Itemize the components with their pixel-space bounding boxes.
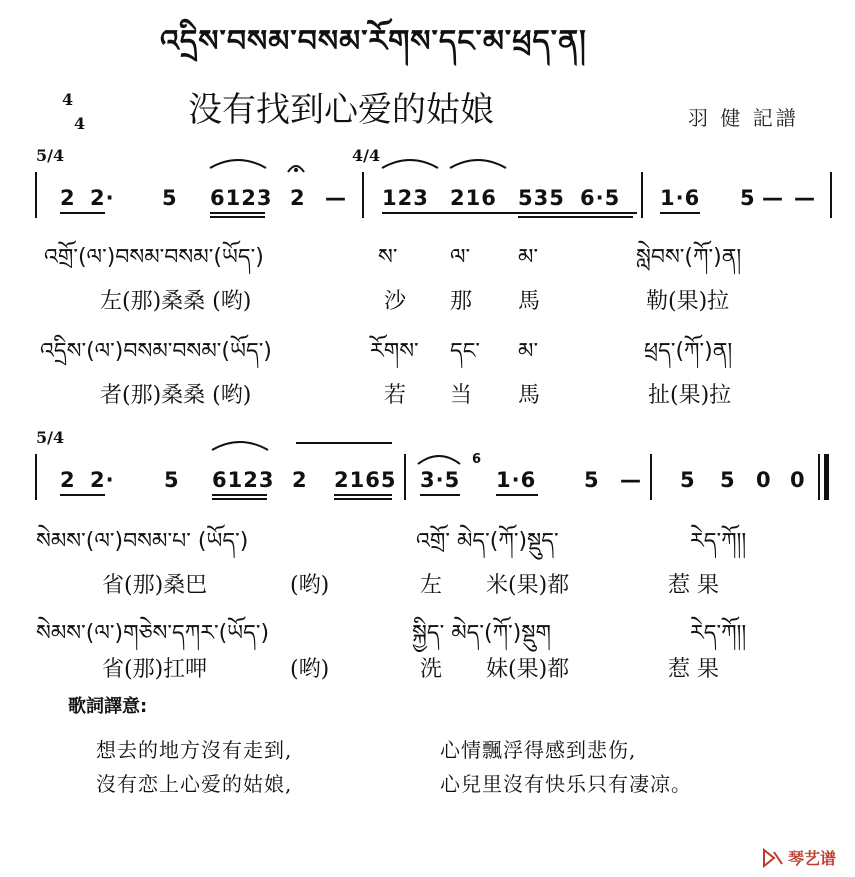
note: 2· — [90, 468, 115, 492]
note: 5 — [164, 468, 180, 492]
barline — [830, 172, 832, 218]
note: 0 — [790, 468, 806, 492]
lyric-tibetan: འགྲོ་ མེད་(ཀོ་)སྡུད་ — [416, 529, 559, 554]
lyric-tibetan: རོགས་ — [370, 339, 419, 364]
lyric-tibetan: འདྲིས་(ལ་)བསམ་བསམ་(ཡོད་) — [40, 339, 272, 364]
tie-line — [296, 442, 392, 444]
lyric-tibetan: འགྲོ་(ལ་)བསམ་བསམ་(ཡོད་) — [44, 245, 264, 270]
translation-line: 沒有恋上心爱的姑娘, — [96, 772, 293, 796]
lyric-tibetan: མ་ — [518, 245, 539, 270]
beam-underline — [420, 494, 460, 496]
note: 535 — [518, 186, 565, 210]
beam-underline — [212, 498, 267, 500]
slur — [210, 438, 270, 452]
time-sig-bottom: 4 — [74, 114, 86, 133]
lyric-tibetan: རེད་ཀོ།། — [690, 529, 747, 554]
note: 0 — [756, 468, 772, 492]
lyric-chinese: 惹 果 — [668, 573, 719, 598]
lyric-tibetan: ས་ — [378, 245, 398, 270]
note: 2 — [60, 468, 76, 492]
beam-underline — [334, 494, 392, 496]
lyric-chinese: 那 — [450, 289, 473, 314]
beam-underline — [660, 212, 700, 214]
lyric-tibetan: ཕྲད་(ཀོ་)ན། — [644, 339, 733, 364]
watermark-logo — [762, 846, 836, 869]
lyric-chinese: 洗 — [420, 657, 443, 682]
lyric-tibetan: སེམས་(ལ་)བསམ་པ་ (ཡོད་) — [36, 529, 249, 554]
translation-line: 想去的地方沒有走到, — [96, 738, 293, 762]
beam-underline — [382, 212, 637, 214]
system2-time-sig: 5/4 — [36, 428, 65, 447]
lyric-tibetan: ལ་ — [450, 245, 471, 270]
note: — — [325, 186, 347, 210]
barline — [362, 172, 364, 218]
slur — [380, 156, 440, 170]
lyric-chinese: 馬 — [518, 289, 541, 314]
translation-line: 心情飄浮得感到悲伤, — [440, 738, 637, 762]
system1-time-sig-a: 5/4 — [36, 146, 65, 165]
note: 6123 — [210, 186, 273, 210]
final-barline — [824, 454, 829, 500]
lyric-chinese: 馬 — [518, 383, 541, 408]
note: 2 — [290, 186, 306, 210]
beam-underline — [518, 216, 633, 218]
note: 6·5 — [580, 186, 621, 210]
note: 1·6 — [660, 186, 701, 210]
note: 5 — [680, 468, 696, 492]
note: 2· — [90, 186, 115, 210]
system1-time-sig-b: 4/4 — [352, 146, 381, 165]
page-title: 没有找到心爱的姑娘 — [188, 90, 494, 130]
slur — [448, 156, 508, 170]
note: 216 — [450, 186, 497, 210]
watermark-text: 琴艺谱 — [788, 849, 837, 868]
note: 2 — [292, 468, 308, 492]
lyric-chinese: (哟) — [290, 573, 330, 598]
lyric-chinese: 当 — [450, 383, 473, 408]
note: 1·6 — [496, 468, 537, 492]
header-time-signature — [62, 92, 85, 132]
lyric-chinese: 妹(果)都 — [486, 657, 570, 682]
note: 5 — [740, 186, 756, 210]
lyric-chinese: 扯(果)拉 — [648, 383, 732, 408]
fermata — [286, 160, 306, 174]
lyric-chinese: (哟) — [290, 657, 330, 682]
beam-underline — [496, 494, 538, 496]
time-sig-top: 4 — [62, 90, 74, 109]
lyric-chinese: 者(那)桑桑 (哟) — [100, 383, 252, 408]
lyric-chinese: 左 — [420, 573, 443, 598]
lyric-tibetan: སླེབས་(ཀོ་)ན། — [636, 245, 742, 270]
lyric-chinese: 勒(果)拉 — [646, 289, 730, 314]
lyric-tibetan: རེད་ཀོ།། — [690, 621, 747, 646]
note: 5 — [162, 186, 178, 210]
lyric-tibetan: སྐྱིད་ མེད་(ཀོ་)སྡུག — [412, 621, 551, 646]
note: 5 — [720, 468, 736, 492]
barline — [641, 172, 643, 218]
lyric-chinese: 若 — [384, 383, 407, 408]
lyric-tibetan: སེམས་(ལ་)གཅེས་དཀར་(ཡོད་) — [36, 621, 270, 646]
translation-label: 歌詞譯意: — [68, 696, 148, 717]
lyric-chinese: 沙 — [384, 289, 407, 314]
beam-underline — [60, 212, 105, 214]
translation-line: 心兒里沒有快乐只有凄凉。 — [440, 772, 692, 796]
slur — [416, 452, 462, 466]
lyric-chinese: 米(果)都 — [486, 573, 570, 598]
lyric-chinese: 惹 果 — [668, 657, 719, 682]
tibetan-title: འདྲིས་བསམ་བསམ་རོགས་དང་མ་ཕྲད་ན། — [160, 24, 587, 59]
note: — — [620, 468, 642, 492]
note: — — [762, 186, 784, 210]
grace-note: 6 — [472, 452, 483, 467]
note: 6123 — [212, 468, 275, 492]
barline — [35, 454, 37, 500]
note: 3·5 — [420, 468, 461, 492]
beam-underline — [210, 212, 265, 214]
beam-underline — [334, 498, 392, 500]
lyric-chinese: 省(那)扛呷 — [102, 657, 208, 682]
barline — [35, 172, 37, 218]
beam-underline — [210, 216, 265, 218]
note: 5 — [584, 468, 600, 492]
credit: 羽 健 記譜 — [688, 106, 799, 130]
slur — [208, 156, 268, 170]
note: — — [794, 186, 816, 210]
lyric-tibetan: དང་ — [450, 339, 481, 364]
note: 2 — [60, 186, 76, 210]
barline — [404, 454, 406, 500]
watermark-mark-icon — [762, 848, 784, 868]
beam-underline — [60, 494, 105, 496]
beam-underline — [212, 494, 267, 496]
barline — [650, 454, 652, 500]
note: 123 — [382, 186, 429, 210]
lyric-chinese: 省(那)桑巴 — [102, 573, 208, 598]
note: 2165 — [334, 468, 397, 492]
lyric-tibetan: མ་ — [518, 339, 539, 364]
lyric-chinese: 左(那)桑桑 (哟) — [100, 289, 252, 314]
final-barline — [818, 454, 820, 500]
